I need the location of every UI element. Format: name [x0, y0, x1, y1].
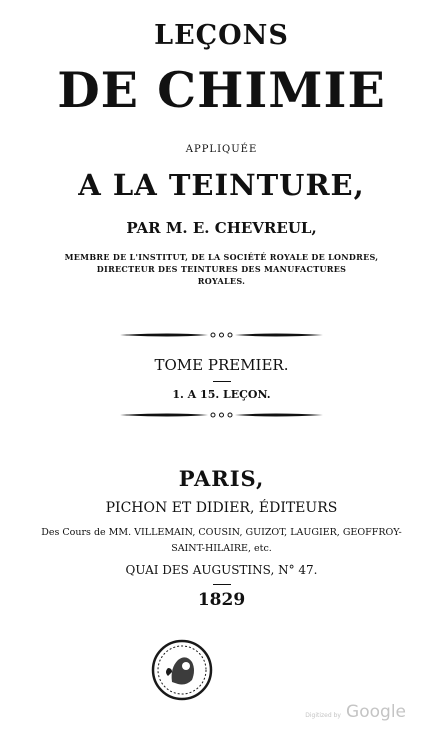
affiliation-line: ROYALES.	[197, 276, 246, 286]
author-affiliation	[0, 251, 443, 287]
publisher-note-line: SAINT-HILAIRE, etc.	[171, 543, 272, 554]
affiliation-line: DIRECTEUR DES TEINTURES DES MANUFACTURES	[96, 264, 347, 274]
title-line-de-chimie: DE CHIMIE	[57, 61, 386, 119]
imprint-publisher: PICHON ET DIDIER, ÉDITEURS	[105, 500, 338, 516]
library-stamp-icon	[150, 638, 214, 702]
author-line: PAR M. E. CHEVREUL,	[126, 219, 317, 237]
volume-label: TOME PREMIER.	[154, 356, 289, 374]
publisher-note-line: Des Cours de MM. VILLEMAIN, COUSIN, GUIZOT, LAUGIER, GEOFFROY-	[41, 527, 402, 538]
imprint-year: 1829	[197, 590, 246, 610]
watermark-brand: Google	[346, 702, 406, 722]
imprint-address: QUAI DES AUGUSTINS, N° 47.	[125, 563, 318, 577]
affiliation-line: MEMBRE DE L'INSTITUT, DE LA SOCIÉTÉ ROYALE DE LONDRES,	[64, 252, 379, 262]
title-line-appliquee: APPLIQUÉE	[185, 144, 258, 155]
short-divider	[213, 584, 231, 585]
ornamental-rule-top	[120, 330, 323, 340]
title-line-lecons: LEÇONS	[154, 20, 289, 51]
title-line-a-la-teinture: A LA TEINTURE,	[78, 168, 365, 202]
short-divider	[213, 381, 231, 382]
ornamental-rule-bottom	[120, 410, 323, 420]
watermark-prefix: Digitized by	[305, 712, 341, 719]
imprint-city: PARIS,	[178, 466, 265, 491]
publisher-note	[0, 525, 443, 557]
digitized-by-google-watermark	[305, 702, 406, 722]
lessons-range: 1. A 15. LEÇON.	[172, 388, 271, 401]
